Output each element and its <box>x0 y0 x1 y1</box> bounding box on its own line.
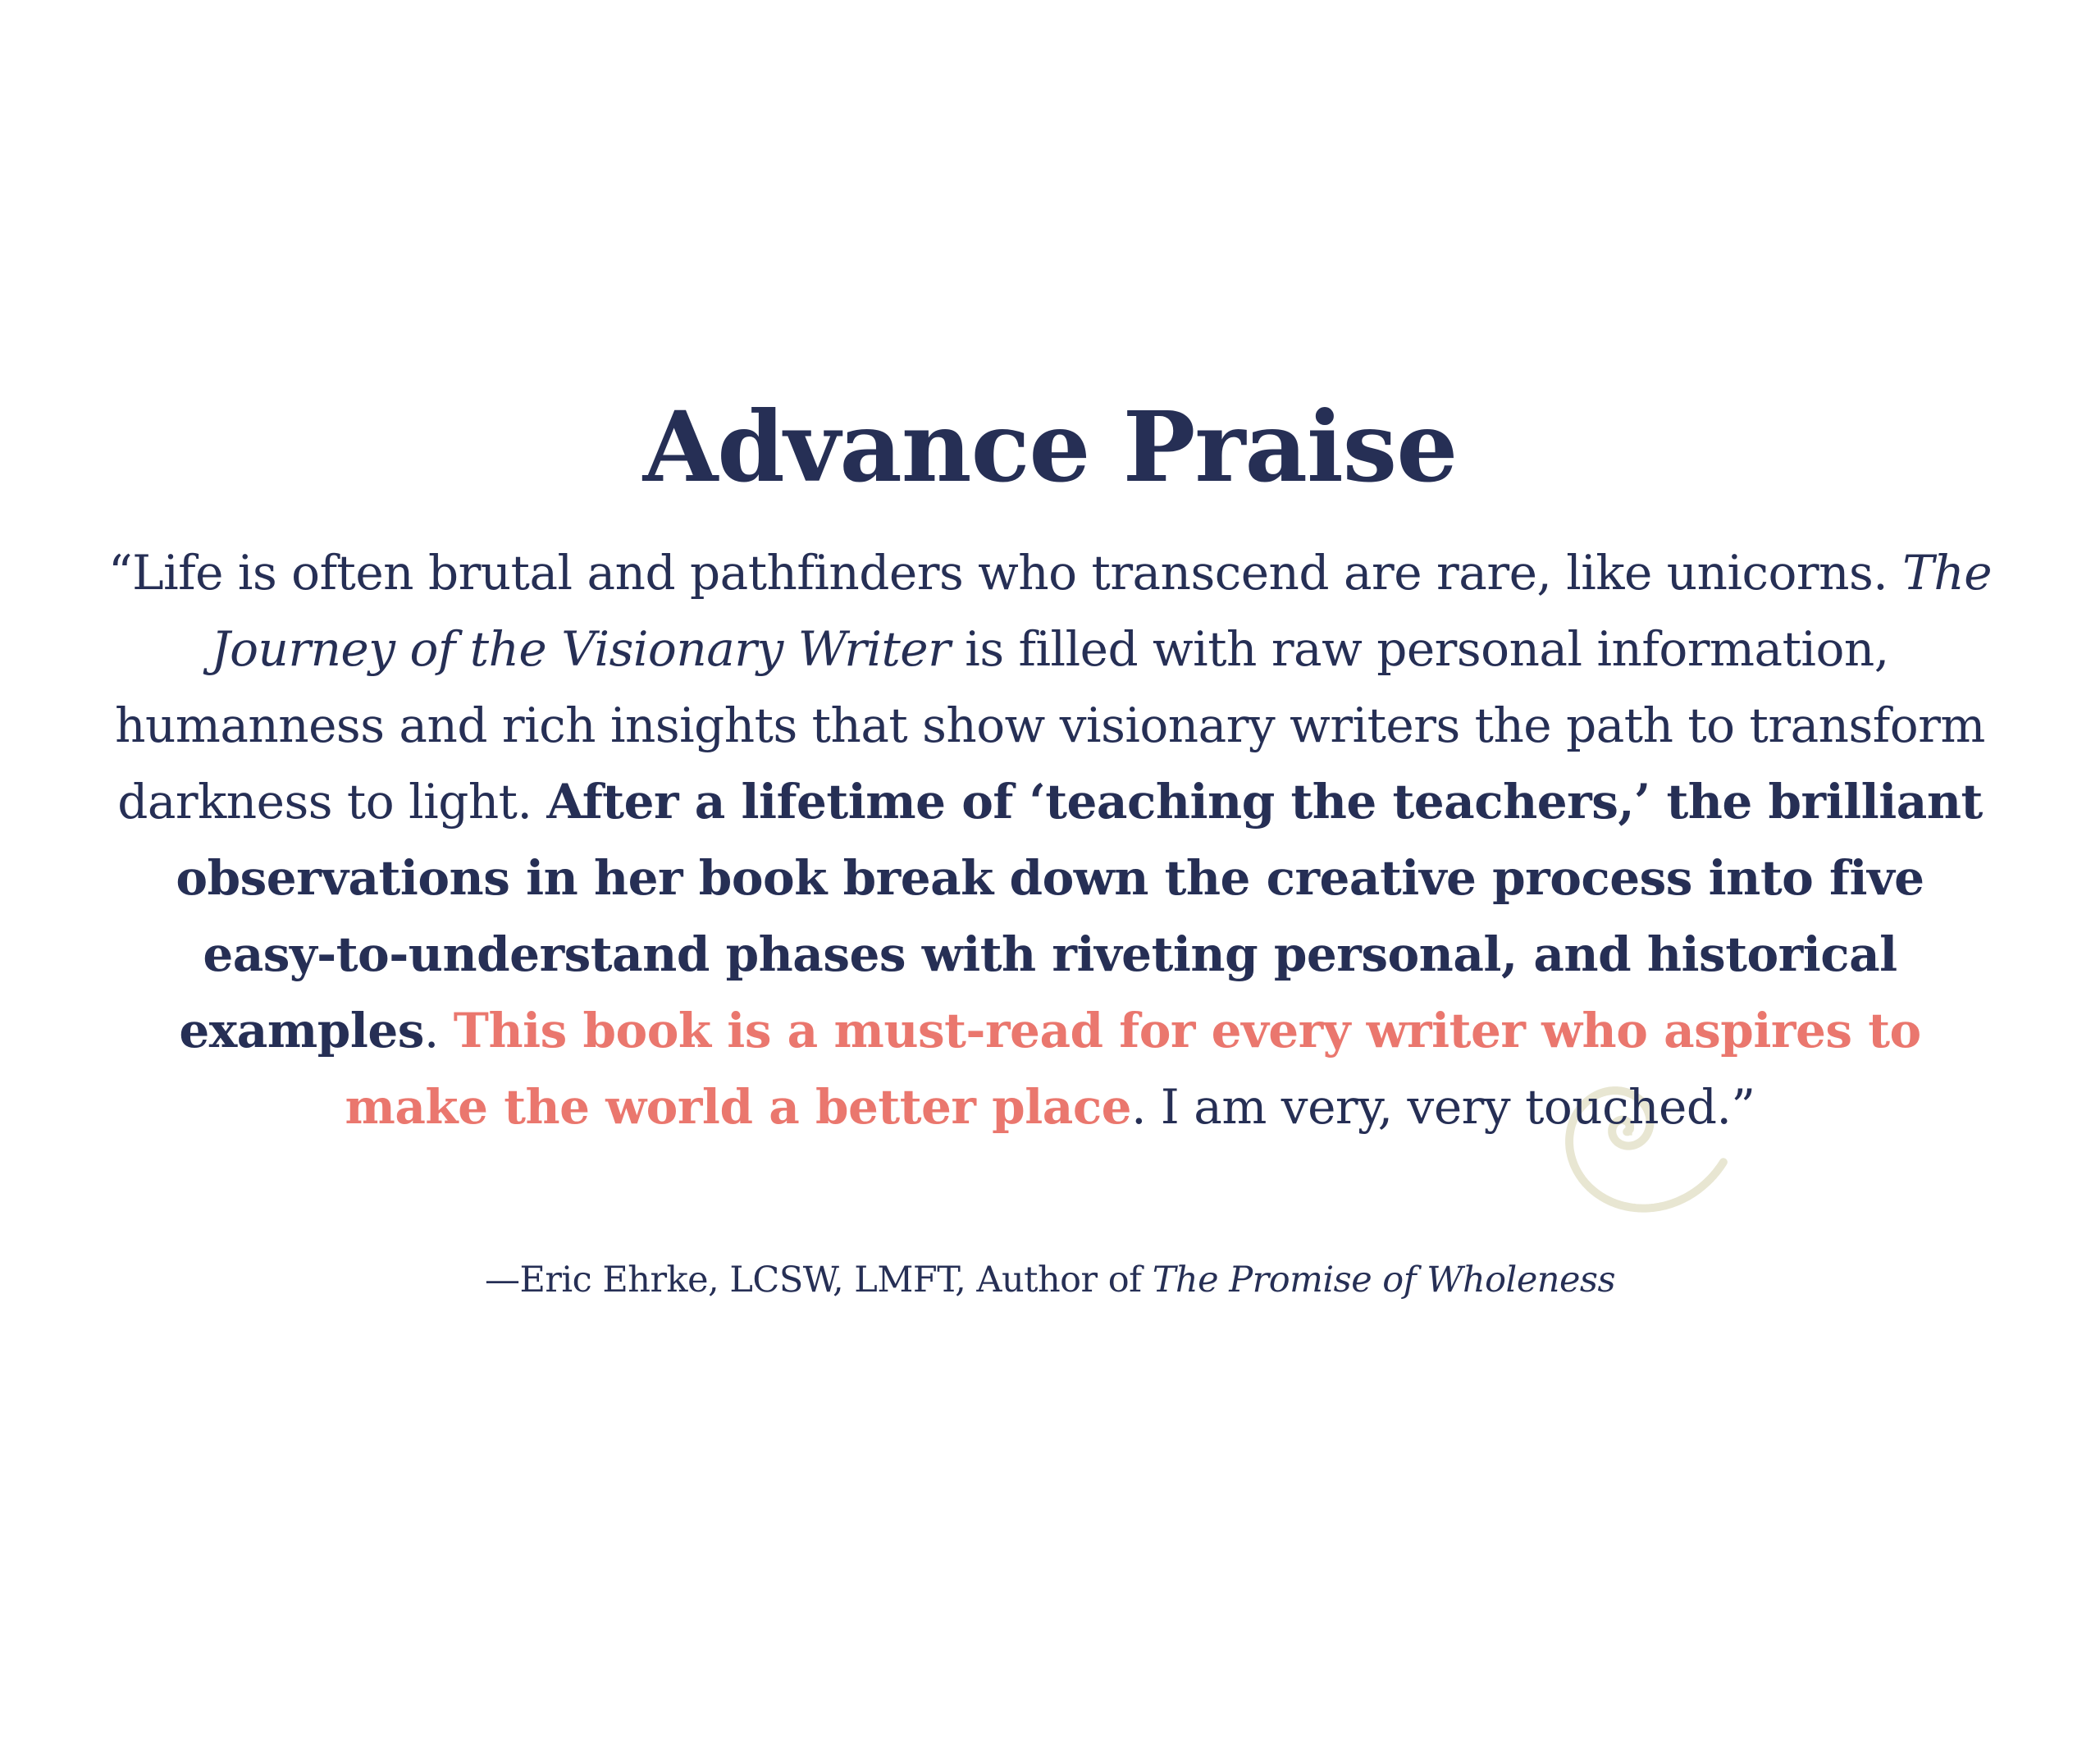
quote-separator: . <box>423 1003 454 1058</box>
quote-book-title: The Journey of the Visionary Writer <box>211 545 1993 677</box>
quote-text-intro: “Life is often brutal and pathfinders who transcend are rare, like unicorns. <box>107 545 1903 601</box>
praise-quote <box>107 535 1993 1145</box>
quote-ending: . I am very, very touched.” <box>1131 1079 1755 1135</box>
attribution-book-title: The Promise of Wholeness <box>1152 1260 1616 1301</box>
page-title: Advance Praise <box>642 390 1458 504</box>
quote-text-body: is filled with raw personal information, humanness and rich insights that show visionary writers the path to transform darkness to light. <box>115 621 1985 830</box>
quote-bold-text: After a lifetime of ‘teaching the teachers,’ the brilliant observations in her book break down the creative process into five easy-to-understand phases with riveting personal, and historical examples <box>176 774 1983 1058</box>
quote-attribution <box>0 1255 2100 1305</box>
attribution-author: —Eric Ehrke, LCSW, LMFT, Author of <box>484 1260 1153 1301</box>
quote-highlight-text: This book is a must-read for every writer who aspires to make the world a better place <box>345 1003 1921 1135</box>
